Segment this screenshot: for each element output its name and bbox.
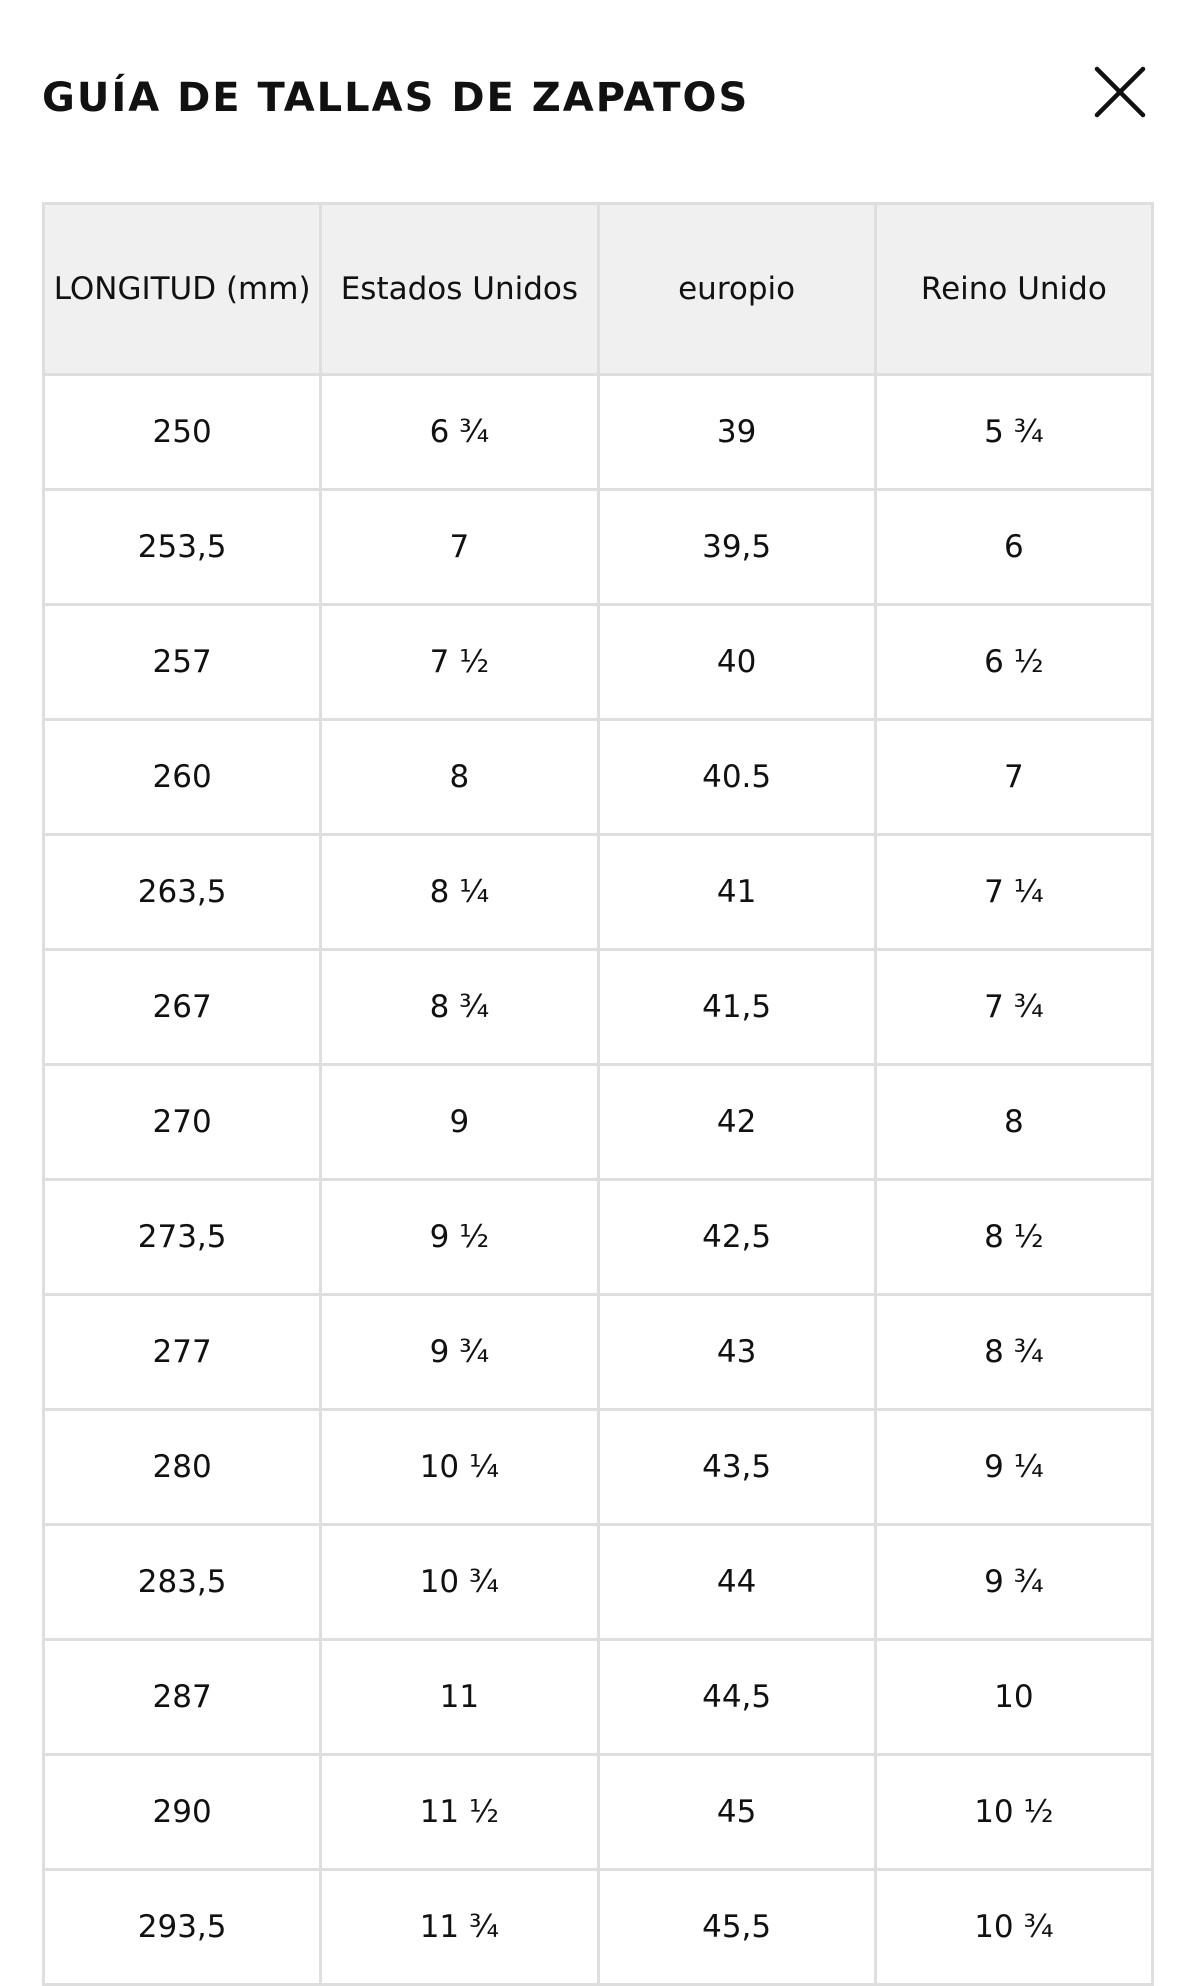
cell-eu: 43,5 [598, 1410, 875, 1525]
table-row [44, 1295, 1153, 1410]
table-row [44, 720, 1153, 835]
size-table [42, 202, 1154, 1986]
table-row [44, 375, 1153, 490]
table-row [44, 1755, 1153, 1870]
header-us: Estados Unidos [321, 204, 598, 375]
cell-uk: 9 ¼ [875, 1410, 1152, 1525]
header-uk: Reino Unido [875, 204, 1152, 375]
cell-us: 8 ¼ [321, 835, 598, 950]
cell-us: 9 ¾ [321, 1295, 598, 1410]
table-row [44, 1640, 1153, 1755]
cell-eu: 40 [598, 605, 875, 720]
cell-us: 6 ¾ [321, 375, 598, 490]
cell-uk: 6 [875, 490, 1152, 605]
close-button[interactable] [1090, 62, 1150, 122]
cell-us: 8 [321, 720, 598, 835]
cell-length-mm: 283,5 [44, 1525, 321, 1640]
page-title: GUÍA DE TALLAS DE ZAPATOS [42, 75, 750, 121]
cell-eu: 41 [598, 835, 875, 950]
table-row [44, 1525, 1153, 1640]
cell-us: 8 ¾ [321, 950, 598, 1065]
cell-eu: 42 [598, 1065, 875, 1180]
table-header-row [44, 204, 1153, 375]
cell-length-mm: 273,5 [44, 1180, 321, 1295]
cell-length-mm: 280 [44, 1410, 321, 1525]
cell-us: 10 ¼ [321, 1410, 598, 1525]
table-row [44, 605, 1153, 720]
cell-us: 10 ¾ [321, 1525, 598, 1640]
cell-us: 11 ¾ [321, 1870, 598, 1985]
cell-uk: 10 ½ [875, 1755, 1152, 1870]
table-row [44, 490, 1153, 605]
cell-length-mm: 290 [44, 1755, 321, 1870]
cell-length-mm: 277 [44, 1295, 321, 1410]
cell-eu: 39 [598, 375, 875, 490]
cell-uk: 6 ½ [875, 605, 1152, 720]
cell-length-mm: 263,5 [44, 835, 321, 950]
header-eu: europio [598, 204, 875, 375]
close-icon [1090, 62, 1150, 122]
cell-uk: 9 ¾ [875, 1525, 1152, 1640]
cell-eu: 40.5 [598, 720, 875, 835]
table-row [44, 835, 1153, 950]
cell-length-mm: 253,5 [44, 490, 321, 605]
cell-uk: 7 ¼ [875, 835, 1152, 950]
cell-length-mm: 257 [44, 605, 321, 720]
cell-eu: 39,5 [598, 490, 875, 605]
cell-us: 9 ½ [321, 1180, 598, 1295]
table-row [44, 1065, 1153, 1180]
cell-eu: 44,5 [598, 1640, 875, 1755]
cell-us: 11 ½ [321, 1755, 598, 1870]
cell-uk: 10 [875, 1640, 1152, 1755]
table-row [44, 1410, 1153, 1525]
cell-length-mm: 293,5 [44, 1870, 321, 1985]
cell-uk: 5 ¾ [875, 375, 1152, 490]
cell-length-mm: 287 [44, 1640, 321, 1755]
cell-us: 9 [321, 1065, 598, 1180]
cell-uk: 8 [875, 1065, 1152, 1180]
cell-uk: 7 [875, 720, 1152, 835]
cell-length-mm: 260 [44, 720, 321, 835]
cell-eu: 41,5 [598, 950, 875, 1065]
cell-length-mm: 267 [44, 950, 321, 1065]
header-length-mm: LONGITUD (mm) [44, 204, 321, 375]
cell-length-mm: 250 [44, 375, 321, 490]
cell-uk: 10 ¾ [875, 1870, 1152, 1985]
cell-uk: 7 ¾ [875, 950, 1152, 1065]
cell-eu: 45 [598, 1755, 875, 1870]
cell-us: 11 [321, 1640, 598, 1755]
cell-eu: 44 [598, 1525, 875, 1640]
table-row [44, 1180, 1153, 1295]
cell-uk: 8 ¾ [875, 1295, 1152, 1410]
cell-uk: 8 ½ [875, 1180, 1152, 1295]
cell-eu: 45,5 [598, 1870, 875, 1985]
size-table-container [42, 202, 1154, 1986]
cell-us: 7 [321, 490, 598, 605]
cell-eu: 42,5 [598, 1180, 875, 1295]
cell-us: 7 ½ [321, 605, 598, 720]
cell-length-mm: 270 [44, 1065, 321, 1180]
cell-eu: 43 [598, 1295, 875, 1410]
table-row [44, 950, 1153, 1065]
table-row [44, 1870, 1153, 1985]
